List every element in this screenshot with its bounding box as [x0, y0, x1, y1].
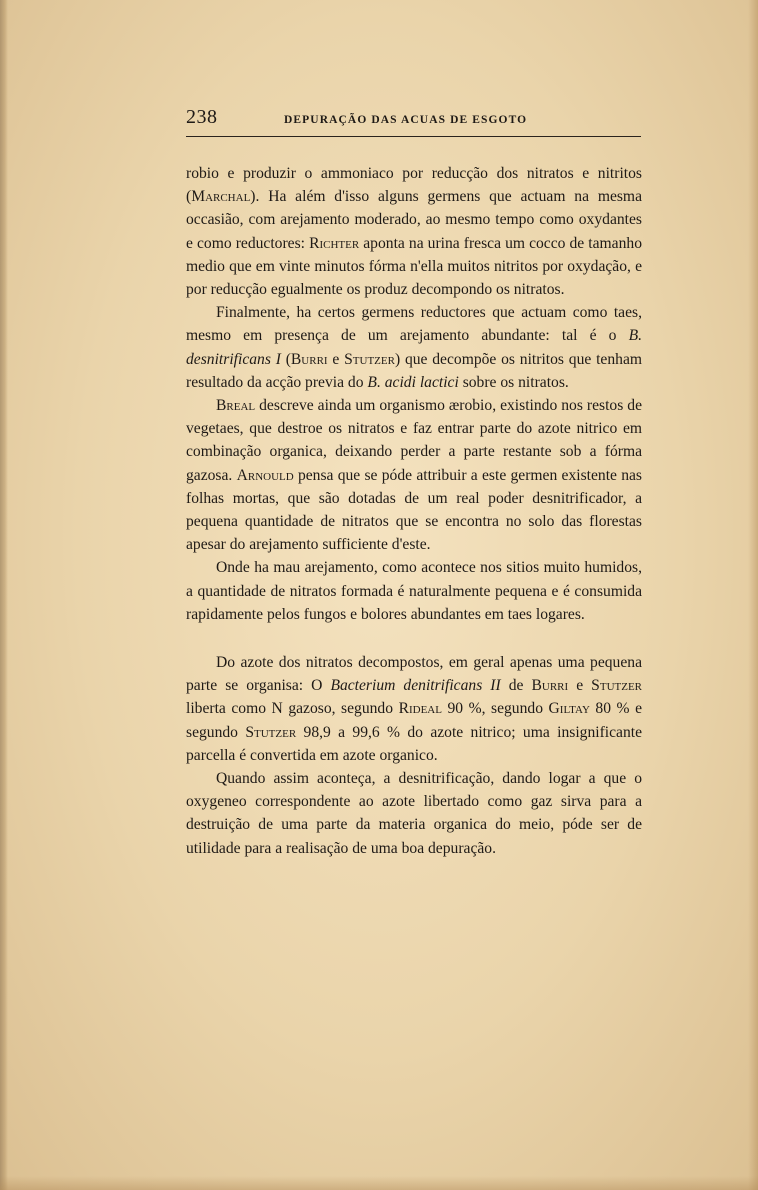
text-run: Onde ha mau arejamento, como acontece nos sitios muito humidos, a quantidade de nitratos formada é naturalmente pequena e é consumida rapidamente pelos fungos e bolores abundantes em taes logares.	[186, 559, 642, 623]
text-run: 80 % e segundo	[186, 700, 642, 741]
paragraph	[186, 651, 642, 767]
author-name: Richter	[309, 234, 360, 252]
author-name: Marchal	[191, 188, 251, 206]
paragraph	[186, 301, 642, 394]
author-name: Breal	[216, 397, 256, 415]
species-name: B. desnitrificans I	[186, 327, 642, 368]
text-run: e	[327, 350, 345, 368]
text-run: descreve ainda um organismo ærobio, existindo nos restos de vegetaes, que destroe os nitratos e faz entrar parte do azote nitrico em combinação organica, deixando perder a parte restante sob a fórma gazosa.	[186, 397, 642, 484]
text-run: Finalmente, ha certos germens reductores que actuam como taes, mesmo em presença de um arejamento abundante: tal é o	[186, 304, 642, 345]
text-run: robio e produzir o ammoniaco por reducção dos nitratos e nitritos (	[186, 165, 642, 206]
page-header	[186, 106, 641, 136]
text-run: 90 %, segundo	[441, 700, 549, 718]
page-edge-left	[0, 0, 8, 1190]
paragraph	[186, 162, 642, 301]
text-run: pensa que se póde attribuir a este germen existente nas folhas mortas, que são dotadas de um real poder desnitrificador, a pequena quantidade de nitratos que se encontra no solo das florestas apesar do arejamento sufficiente d'este.	[186, 466, 642, 554]
author-name: Stutzer	[245, 723, 297, 741]
text-run: liberta como N gazoso, segundo	[186, 700, 399, 718]
text-run: sobre os nitratos.	[458, 373, 569, 391]
author-name: Burri	[290, 350, 328, 368]
paragraph	[186, 394, 642, 556]
body-text	[186, 162, 642, 860]
author-name: Stutzer	[591, 677, 643, 695]
text-run: (	[280, 350, 291, 368]
species-name: B. acidi lactici	[367, 373, 459, 391]
author-name: Rideal	[398, 700, 442, 718]
paragraph	[186, 556, 642, 626]
text-run: de	[500, 677, 532, 695]
page-edge-bottom	[0, 1176, 758, 1190]
text-run: 98,9 a 99,6 % do azote nitrico; uma insignificante parcella é convertida em azote organico.	[186, 723, 643, 764]
page-edge-right	[748, 0, 758, 1190]
author-name: Giltay	[548, 700, 590, 718]
header-rule	[186, 136, 641, 137]
author-name: Stutzer	[344, 350, 395, 368]
text-run: Do azote dos nitratos decompostos, em geral apenas uma pequena parte se organisa: O	[186, 654, 642, 695]
text-run: Quando assim aconteça, a desnitrificação, dando logar a que o oxygeneo correspondente ao azote libertado como gaz sirva para a destruição de uma parte da materia organica do meio, póde ser de utilidade para a realisação de uma boa depuração.	[186, 770, 642, 857]
text-run: ) que decompõe os nitritos que tenham resultado da acção previa do	[186, 350, 642, 391]
page-number: 238	[186, 106, 218, 128]
species-name: Bacterium denitrificans II	[330, 677, 501, 695]
running-title: DEPURAÇÃO DAS ACUAS DE ESGOTO	[284, 114, 528, 126]
text-run: ). Ha além d'isso alguns germens que actuam na mesma occasião, com arejamento moderado, ao mesmo tempo como oxydantes e como reductores:	[186, 188, 642, 252]
text-run: aponta na urina fresca um cocco de tamanho medio que em vinte minutos fórma n'ella muitos nitritos por oxydação, e por reducção egualmente os produz decompondo os nitratos.	[186, 234, 642, 299]
author-name: Arnould	[236, 466, 294, 484]
paragraph	[186, 767, 642, 860]
text-run: e	[568, 677, 592, 695]
author-name: Burri	[531, 677, 569, 695]
